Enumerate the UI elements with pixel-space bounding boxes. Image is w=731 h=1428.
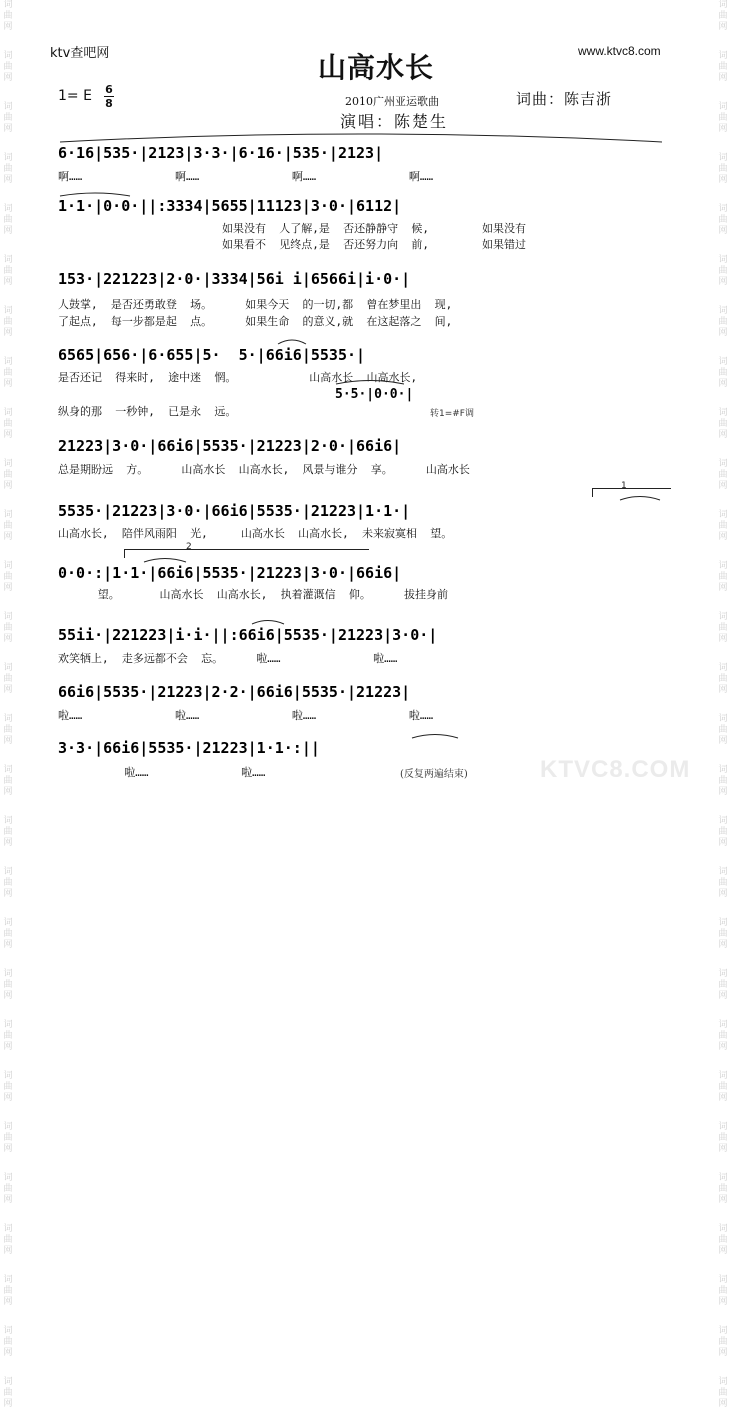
side-watermark-char: 网: [718, 583, 728, 593]
side-watermark-char: 词: [3, 561, 13, 571]
notation-row-4-alt: 5·5·|0·0·|: [335, 387, 414, 402]
volta-bracket-1: [592, 488, 671, 497]
side-watermark-char: 网: [718, 1042, 728, 1052]
side-watermark-char: 网: [3, 1399, 13, 1409]
side-watermark-char: 网: [718, 685, 728, 695]
side-watermark-char: 网: [3, 175, 13, 185]
side-watermark-char: 曲: [718, 1031, 728, 1041]
modulation-note: 转1=#F调: [430, 409, 474, 419]
side-watermark-char: 曲: [718, 980, 728, 990]
side-watermark-char: 网: [718, 838, 728, 848]
side-watermark-char: 网: [3, 736, 13, 746]
side-watermark-char: 网: [3, 277, 13, 287]
side-watermark-char: 网: [3, 532, 13, 542]
lyric-row-1: 啊…… 啊…… 啊…… 啊……: [58, 170, 434, 183]
side-watermark-char: 词: [3, 969, 13, 979]
side-watermark-char: 网: [3, 889, 13, 899]
side-watermark-char: 词: [3, 765, 13, 775]
side-watermark-char: 曲: [718, 1133, 728, 1143]
slur-arc: [252, 621, 284, 625]
side-watermark-char: 曲: [3, 368, 13, 378]
side-watermark-char: 词: [3, 0, 13, 10]
side-watermark-char: 词: [718, 1071, 728, 1081]
side-watermark-char: 网: [718, 22, 728, 32]
notation-row-3: 153·|221223|2·0·|3334|56i i|6566i|i·0·|: [58, 270, 411, 288]
side-watermark-char: 网: [718, 1348, 728, 1358]
side-watermark-char: 曲: [3, 113, 13, 123]
side-watermark-char: 网: [718, 226, 728, 236]
notation-row-10: 3·3·|66i6|5535·|21223|1·1·:||: [58, 739, 320, 757]
side-watermark-char: 曲: [718, 1184, 728, 1194]
lyric-row-4-verse-2: 纵身的那 一秒钟, 已是永 远。: [58, 405, 237, 418]
notation-row-7: 0·0·:|1·1·|66i6|5535·|21223|3·0·|66i6|: [58, 564, 402, 582]
side-watermark-char: 网: [718, 991, 728, 1001]
song-title: 山高水长: [318, 51, 435, 84]
bottom-watermark: KTVC8.COM: [540, 756, 691, 783]
side-watermark-char: 词: [3, 255, 13, 265]
lyric-row-4: 是否还记 得来时, 途中迷 惘。 山高水长 山高水长,: [58, 371, 418, 384]
side-watermark-char: 曲: [3, 623, 13, 633]
side-watermark-char: 词: [718, 0, 728, 10]
side-watermark-char: 词: [718, 306, 728, 316]
side-watermark-char: 网: [718, 73, 728, 83]
side-watermark-char: 词: [3, 1275, 13, 1285]
side-watermark-char: 词: [718, 153, 728, 163]
side-watermark-char: 网: [718, 940, 728, 950]
lyric-row-5: 总是期盼远 方。 山高水长 山高水长, 风景与谁分 享。 山高水长: [58, 463, 470, 476]
side-watermark-char: 词: [718, 1224, 728, 1234]
side-watermark-char: 网: [718, 124, 728, 134]
side-watermark-char: 曲: [3, 266, 13, 276]
side-watermark-char: 词: [3, 102, 13, 112]
side-watermark-char: 曲: [718, 521, 728, 531]
side-watermark-char: 曲: [3, 470, 13, 480]
lyric-row-3-verse-2: 了起点, 每一步都是起 点。 如果生命 的意义,就 在这起落之 间,: [58, 315, 453, 328]
side-watermark-char: 曲: [718, 827, 728, 837]
side-watermark-char: 曲: [3, 1031, 13, 1041]
side-watermark-char: 词: [718, 459, 728, 469]
time-signature-top: 6: [105, 83, 113, 96]
side-watermark-char: 网: [3, 124, 13, 134]
slur-arc: [60, 134, 662, 142]
side-watermark-char: 网: [3, 1042, 13, 1052]
side-watermark-char: 曲: [718, 1388, 728, 1398]
side-watermark-char: 曲: [3, 521, 13, 531]
side-watermark-char: 网: [3, 430, 13, 440]
side-watermark-char: 曲: [718, 1337, 728, 1347]
side-watermark-char: 曲: [3, 11, 13, 21]
side-watermark-char: 网: [718, 1195, 728, 1205]
side-watermark-char: 网: [3, 1195, 13, 1205]
side-watermark-char: 网: [718, 889, 728, 899]
side-watermark-char: 网: [3, 1297, 13, 1307]
side-watermark-char: 曲: [3, 1235, 13, 1245]
side-watermark-char: 曲: [3, 164, 13, 174]
side-watermark-char: 词: [718, 561, 728, 571]
side-watermark-char: 词: [718, 867, 728, 877]
side-watermark-char: 网: [3, 379, 13, 389]
side-watermark-char: 词: [718, 612, 728, 622]
side-watermark-char: 曲: [718, 62, 728, 72]
side-watermark-char: 词: [718, 357, 728, 367]
side-watermark-char: 词: [718, 1173, 728, 1183]
side-watermark-char: 曲: [3, 725, 13, 735]
side-watermark-char: 曲: [3, 929, 13, 939]
ending-note: (反复两遍结束): [400, 769, 468, 780]
side-watermark-char: 网: [3, 73, 13, 83]
side-watermark-char: 网: [718, 481, 728, 491]
side-watermark-char: 曲: [718, 1235, 728, 1245]
slur-arc: [144, 559, 186, 563]
side-watermark-char: 曲: [3, 827, 13, 837]
lyric-row-7: 望。 山高水长 山高水长, 执着灌溉信 仰。 拔挂身前: [58, 588, 448, 601]
side-watermark-char: 词: [718, 714, 728, 724]
side-watermark-char: 曲: [3, 62, 13, 72]
side-watermark-char: 网: [718, 175, 728, 185]
site-url-right[interactable]: www.ktvc8.com: [578, 44, 661, 58]
volta-number-2: 2: [186, 542, 192, 552]
side-watermark-char: 词: [718, 1020, 728, 1030]
side-watermark-char: 曲: [718, 1286, 728, 1296]
side-watermark-char: 网: [718, 1144, 728, 1154]
song-singer: 演唱：陈楚生: [340, 112, 449, 131]
side-watermark-char: 网: [3, 1093, 13, 1103]
side-watermark-char: 网: [718, 1246, 728, 1256]
lyric-row-3-verse-1: 人鼓掌, 是否还勇敢登 场。 如果今天 的一切,都 曾在梦里出 现,: [58, 298, 453, 311]
side-watermark-char: 网: [3, 226, 13, 236]
side-watermark-char: 网: [718, 1093, 728, 1103]
side-watermark-char: 曲: [718, 1082, 728, 1092]
side-watermark-char: 曲: [718, 572, 728, 582]
side-watermark-char: 词: [718, 1275, 728, 1285]
side-watermark-char: 网: [718, 277, 728, 287]
side-watermark-char: 网: [3, 22, 13, 32]
side-watermark-char: 曲: [3, 674, 13, 684]
side-watermark-char: 词: [718, 816, 728, 826]
side-watermark-char: 网: [3, 634, 13, 644]
notation-row-2: 1·1·|0·0·||:3334|5655|11123|3·0·|6112|: [58, 197, 402, 215]
lyric-row-2-verse-1: 如果没有 人了解,是 否还静静守 候, 如果没有: [222, 222, 526, 235]
side-watermark-char: 词: [3, 1224, 13, 1234]
side-watermark-char: 词: [718, 918, 728, 928]
side-watermark-char: 词: [718, 969, 728, 979]
lyric-row-9: 啦…… 啦…… 啦…… 啦……: [58, 709, 434, 722]
side-watermark-char: 曲: [3, 1286, 13, 1296]
side-watermark-char: 曲: [718, 419, 728, 429]
side-watermark-char: 词: [3, 204, 13, 214]
side-watermark-char: 词: [3, 408, 13, 418]
side-watermark-char: 网: [3, 583, 13, 593]
lyric-row-2-verse-2: 如果看不 见终点,是 否还努力向 前, 如果错过: [222, 238, 526, 251]
side-watermark-char: 词: [3, 714, 13, 724]
side-watermark-char: 网: [3, 940, 13, 950]
side-watermark-char: 曲: [3, 1388, 13, 1398]
right-watermark-column: [715, 0, 731, 1409]
side-watermark-char: 曲: [718, 725, 728, 735]
side-watermark-char: 词: [3, 1326, 13, 1336]
side-watermark-char: 词: [3, 357, 13, 367]
side-watermark-char: 网: [3, 787, 13, 797]
side-watermark-char: 词: [3, 816, 13, 826]
side-watermark-char: 曲: [718, 11, 728, 21]
side-watermark-char: 曲: [718, 164, 728, 174]
side-watermark-char: 网: [3, 481, 13, 491]
side-watermark-char: 词: [718, 1326, 728, 1336]
side-watermark-char: 词: [3, 663, 13, 673]
side-watermark-char: 词: [3, 153, 13, 163]
side-watermark-char: 词: [3, 918, 13, 928]
time-signature: [104, 84, 114, 109]
left-watermark-column: [0, 0, 16, 1409]
side-watermark-char: 网: [718, 736, 728, 746]
side-watermark-char: 词: [3, 867, 13, 877]
side-watermark-char: 网: [718, 1297, 728, 1307]
side-watermark-char: 曲: [3, 572, 13, 582]
side-watermark-char: 网: [718, 532, 728, 542]
side-watermark-char: 词: [718, 255, 728, 265]
side-watermark-char: 曲: [3, 419, 13, 429]
key-signature: 1= E: [58, 88, 92, 104]
side-watermark-char: 曲: [3, 980, 13, 990]
side-watermark-char: 曲: [718, 674, 728, 684]
side-watermark-char: 曲: [718, 368, 728, 378]
lyric-row-6: 山高水长, 陪伴风雨阳 光, 山高水长 山高水长, 未来寂寞相 望。: [58, 527, 453, 540]
side-watermark-char: 曲: [718, 215, 728, 225]
slur-arc: [620, 497, 660, 501]
side-watermark-char: 曲: [3, 1082, 13, 1092]
song-subtitle: 2010广州亚运歌曲: [345, 95, 439, 108]
side-watermark-char: 曲: [718, 929, 728, 939]
side-watermark-char: 曲: [718, 623, 728, 633]
side-watermark-char: 网: [718, 430, 728, 440]
notation-row-9: 66i6|5535·|21223|2·2·|66i6|5535·|21223|: [58, 683, 411, 701]
side-watermark-char: 曲: [3, 1184, 13, 1194]
side-watermark-char: 网: [3, 1246, 13, 1256]
side-watermark-char: 词: [718, 510, 728, 520]
time-signature-bottom: 8: [105, 97, 113, 110]
side-watermark-char: 网: [3, 328, 13, 338]
side-watermark-char: 网: [718, 787, 728, 797]
side-watermark-char: 曲: [3, 878, 13, 888]
side-watermark-char: 词: [3, 459, 13, 469]
side-watermark-char: 词: [3, 1122, 13, 1132]
slur-arc: [412, 735, 458, 739]
side-watermark-char: 曲: [3, 317, 13, 327]
side-watermark-char: 词: [718, 204, 728, 214]
volta-bracket-2: [124, 549, 369, 558]
notation-row-4: 6565|656·|6·655|5· 5·|66i6|5535·|: [58, 346, 366, 364]
side-watermark-char: 词: [718, 102, 728, 112]
side-watermark-char: 词: [3, 1377, 13, 1387]
lyric-row-8: 欢笑牺上, 走多远都不会 忘。 啦…… 啦……: [58, 652, 398, 665]
side-watermark-char: 词: [718, 663, 728, 673]
lyric-row-10: 啦…… 啦……: [58, 766, 266, 779]
side-watermark-char: 词: [718, 408, 728, 418]
side-watermark-char: 网: [3, 685, 13, 695]
side-watermark-char: 词: [718, 1122, 728, 1132]
side-watermark-char: 网: [3, 838, 13, 848]
side-watermark-char: 曲: [718, 470, 728, 480]
side-watermark-char: 曲: [718, 776, 728, 786]
side-watermark-char: 曲: [3, 215, 13, 225]
site-name-left[interactable]: ktv查吧网: [50, 46, 110, 61]
slur-arc: [60, 193, 130, 196]
side-watermark-char: 网: [718, 379, 728, 389]
side-watermark-char: 网: [718, 328, 728, 338]
side-watermark-char: 曲: [3, 776, 13, 786]
side-watermark-char: 词: [718, 51, 728, 61]
side-watermark-char: 网: [718, 1399, 728, 1409]
side-watermark-char: 词: [3, 1020, 13, 1030]
slur-arc: [278, 340, 306, 344]
side-watermark-char: 曲: [718, 266, 728, 276]
song-credits: 词曲：陈吉浙: [516, 90, 613, 108]
side-watermark-char: 曲: [718, 113, 728, 123]
notation-row-1: 6·16|535·|2123|3·3·|6·16·|535·|2123|: [58, 144, 384, 162]
side-watermark-char: 词: [718, 765, 728, 775]
side-watermark-char: 网: [3, 1144, 13, 1154]
side-watermark-char: 曲: [718, 317, 728, 327]
side-watermark-char: 网: [3, 1348, 13, 1358]
side-watermark-char: 词: [718, 1377, 728, 1387]
side-watermark-char: 曲: [3, 1133, 13, 1143]
side-watermark-char: 词: [3, 1071, 13, 1081]
notation-row-5: 21223|3·0·|66i6|5535·|21223|2·0·|66i6|: [58, 437, 402, 455]
side-watermark-char: 网: [718, 634, 728, 644]
side-watermark-char: 曲: [718, 878, 728, 888]
volta-number-1: 1: [621, 481, 627, 491]
side-watermark-char: 词: [3, 612, 13, 622]
side-watermark-char: 词: [3, 1173, 13, 1183]
side-watermark-char: 词: [3, 510, 13, 520]
notation-row-8: 55ii·|221223|i·i·||:66i6|5535·|21223|3·0·|: [58, 626, 438, 644]
side-watermark-char: 网: [3, 991, 13, 1001]
side-watermark-char: 词: [3, 51, 13, 61]
side-watermark-char: 曲: [3, 1337, 13, 1347]
side-watermark-char: 词: [3, 306, 13, 316]
notation-row-6: 5535·|21223|3·0·|66i6|5535·|21223|1·1·|: [58, 502, 411, 520]
